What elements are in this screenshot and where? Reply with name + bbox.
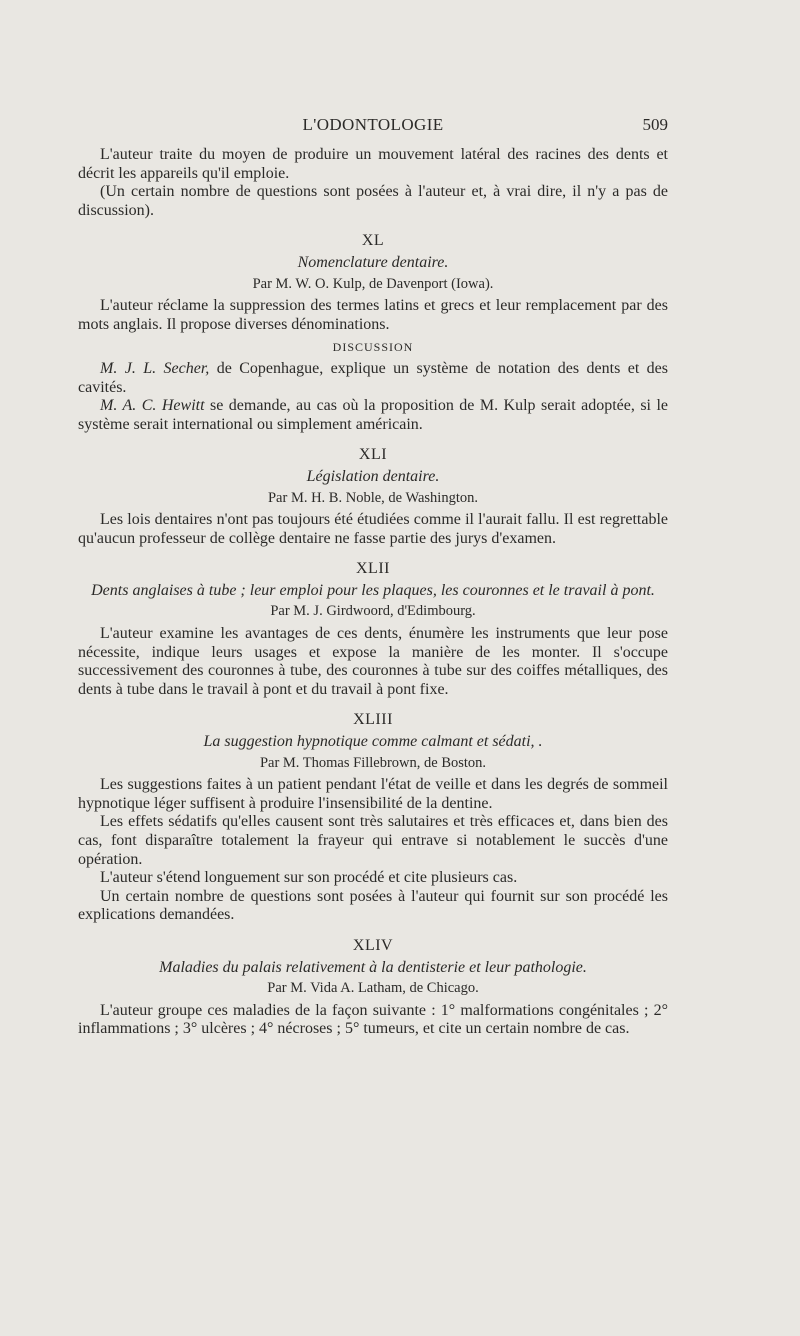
section-title: La suggestion hypnotique comme calmant et sédati, . [203, 733, 543, 751]
speaker-name: M. J. L. Secher, [100, 359, 210, 377]
paragraph: Un certain nombre de questions sont posées à l'auteur qui fournit sur son procédé les explications demandées. [78, 887, 668, 924]
section-byline: Par M. H. B. Noble, de Washington. [267, 489, 478, 506]
section-title: Dents anglaises à tube ; leur emploi pour les plaques, les couronnes et le travail à pont. [91, 581, 655, 599]
discussion-label: DISCUSSION [332, 340, 414, 355]
discussion-text: se demande, au cas où la proposition de M. Kulp serait adoptée, si le système serait international ou simplement américain. [78, 397, 668, 433]
running-title: L'ODONTOLOGIE [302, 115, 444, 134]
section-numeral: XLII [356, 560, 390, 578]
section-byline: Par M. Thomas Fillebrown, de Boston. [259, 754, 487, 771]
discussion-paragraph [78, 360, 668, 397]
section-numeral: XLIV [352, 936, 394, 954]
section-numeral: XLI [358, 446, 388, 464]
paragraph: Les effets sédatifs qu'elles causent sont très salutaires et très efficaces et, dans bien des cas, font disparaître totalement la frayeur qui entrave si notablement le succès d'une opération. [78, 813, 668, 868]
paragraph: L'auteur réclame la suppression des termes latins et grecs et leur remplacement par des mots anglais. Il propose diverses dénominations. [78, 297, 668, 333]
speaker-name: M. A. C. Hewitt [100, 397, 205, 415]
discussion-paragraph [78, 397, 668, 434]
paragraph: L'auteur traite du moyen de produire un mouvement latéral des racines des dents et décrit les appareils qu'il emploie. [78, 146, 668, 182]
section-title: Maladies du palais relativement à la dentisterie et leur pathologie. [159, 958, 587, 976]
paragraph: L'auteur s'étend longuement sur son procédé et cite plusieurs cas. [100, 869, 518, 887]
paragraph: Les lois dentaires n'ont pas toujours été étudiées comme il l'aurait fallu. Il est regrettable qu'aucun professeur de collège dentaire ne fasse partie des jurys d'examen. [78, 511, 668, 547]
section-title: Nomenclature dentaire. [297, 253, 449, 271]
section-numeral: XLIII [353, 711, 393, 729]
discussion-text: de Copenhague, explique un système de notation des dents et des cavités. [78, 359, 669, 396]
running-header [78, 116, 668, 140]
paragraph: L'auteur examine les avantages de ces dents, énumère les instruments que leur pose nécessite, indique leurs usages et expose la manière de les monter. Il s'occupe successivement des couronnes à tube, des couronnes à tube sur des coiffes métalliques, des dents à tube dans le travail à pont et du travail à pont fixe. [78, 625, 668, 698]
section-byline: Par M. W. O. Kulp, de Davenport (Iowa). [252, 275, 494, 292]
section-byline: Par M. J. Girdwoord, d'Edimbourg. [270, 603, 476, 620]
paragraph: Les suggestions faites à un patient pendant l'état de veille et dans les degrés de sommeil hypnotique léger suffisent à produire l'insensibilité de la dentine. [78, 776, 668, 812]
section-title: Législation dentaire. [306, 467, 440, 485]
section-byline: Par M. Vida A. Latham, de Chicago. [267, 980, 479, 997]
page-number: 509 [642, 115, 668, 134]
paragraph: L'auteur groupe ces maladies de la façon suivante : 1° malformations congénitales ; 2° inflammations ; 3° ulcères ; 4° nécroses ; 5° tumeurs, et cite un certain nombre de cas. [78, 1001, 668, 1038]
section-numeral: XL [361, 232, 385, 250]
paragraph: (Un certain nombre de questions sont posées à l'auteur et, à vrai dire, il n'y a pas de discussion). [78, 183, 668, 219]
book-page [78, 116, 668, 1039]
